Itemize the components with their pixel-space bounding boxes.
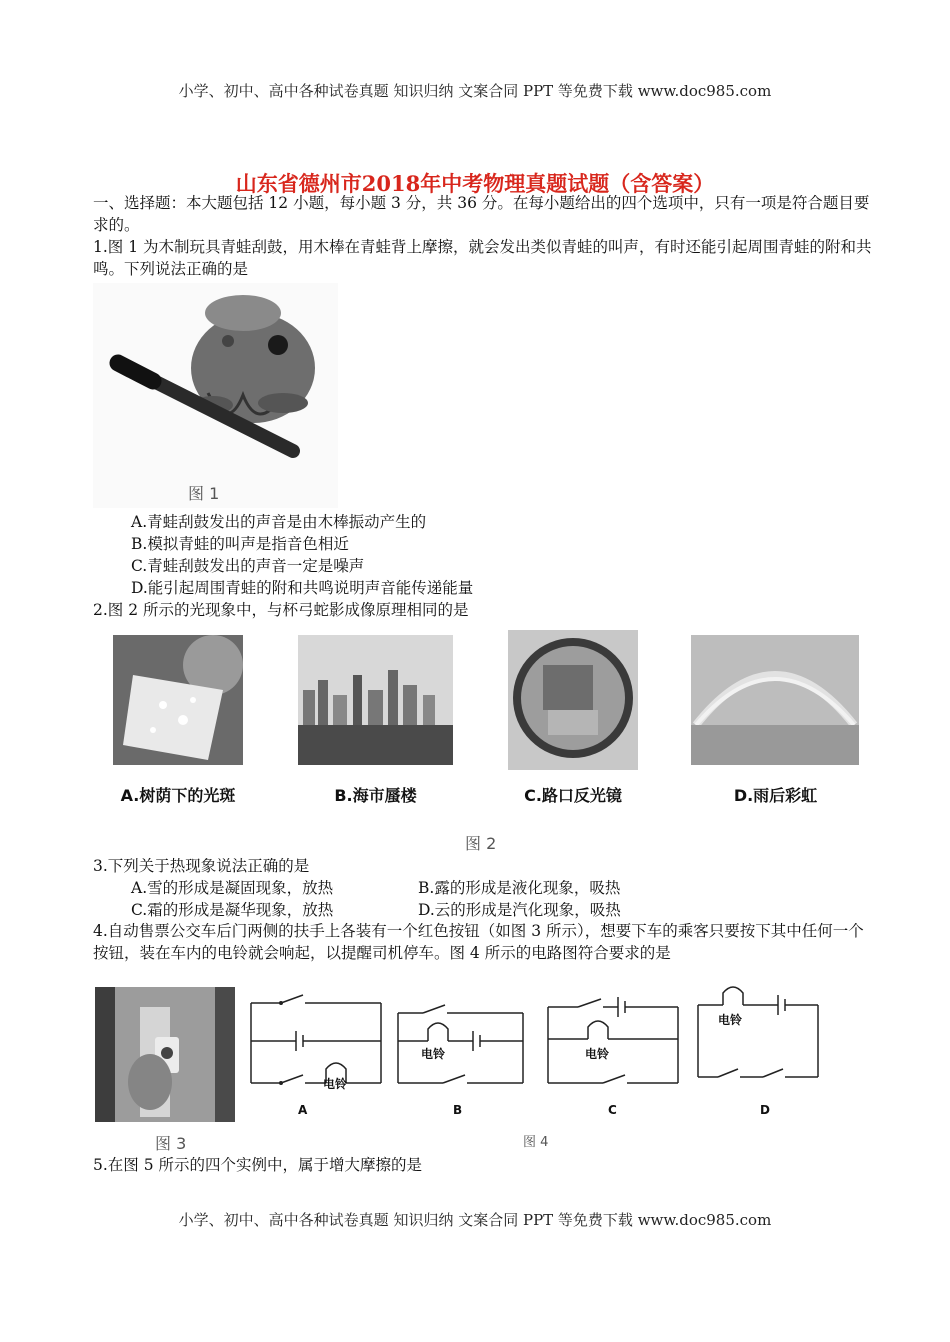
photo-mirage xyxy=(298,635,453,765)
section-intro: 一、选择题：本大题包括 12 小题，每小题 3 分，共 36 分。在每小题给出的四个选项中，只有一项是符合题目要求的。 xyxy=(93,194,870,234)
question-1-option-c: C.青蛙刮鼓发出的声音一定是噪声 xyxy=(131,557,365,575)
circuit-diagram-a xyxy=(241,993,391,1093)
photo-bus-button xyxy=(95,987,235,1122)
circuit-a-label: A xyxy=(298,1103,308,1117)
figure-1-frog-drum xyxy=(93,283,338,508)
circuit-diagram-d xyxy=(693,985,833,1090)
circuit-b-bell-label: 电铃 xyxy=(421,1047,446,1061)
figure-4-label: 图 4 xyxy=(523,1135,549,1150)
question-1-option-b: B.模拟青蛙的叫声是指音色相近 xyxy=(131,535,349,553)
question-3-stem: 3.下列关于热现象说法正确的是 xyxy=(93,857,310,875)
figure-3-label: 图 3 xyxy=(155,1134,187,1153)
photo-rainbow xyxy=(691,635,859,765)
circuit-d-label: D xyxy=(760,1103,770,1117)
circuit-diagram-c xyxy=(543,987,688,1092)
question-1-option-a: A.青蛙刮鼓发出的声音是由木棒振动产生的 xyxy=(131,513,427,531)
question-1-option-d: D.能引起周围青蛙的附和共鸣说明声音能传递能量 xyxy=(131,579,474,597)
page-title: 山东省德州市2018年中考物理真题试题（含答案） xyxy=(235,171,715,196)
caption-option-b: B.海市蜃楼 xyxy=(334,786,417,805)
photo-convex-mirror xyxy=(508,630,638,770)
circuit-diagram-b xyxy=(393,993,533,1093)
figure-1-label: 图 1 xyxy=(188,484,220,503)
circuit-b-label: B xyxy=(453,1103,463,1117)
caption-option-c: C.路口反光镜 xyxy=(524,786,622,805)
caption-option-d: D.雨后彩虹 xyxy=(733,786,818,805)
figure-2-light-phenomena xyxy=(93,625,873,855)
circuit-c-bell-label: 电铃 xyxy=(585,1047,610,1061)
circuit-d-bell-label: 电铃 xyxy=(718,1013,743,1027)
question-3-option-a: A.雪的形成是凝固现象，放热 xyxy=(131,879,334,897)
question-3-option-b: B.露的形成是液化现象，吸热 xyxy=(418,879,621,897)
frog-drum-illustration xyxy=(93,283,338,508)
question-3-option-d: D.云的形成是汽化现象，吸热 xyxy=(418,901,621,919)
question-3-option-c: C.霜的形成是凝华现象，放热 xyxy=(131,901,334,919)
circuit-a-bell-label: 电铃 xyxy=(323,1077,348,1091)
question-1-stem: 1.图 1 为木制玩具青蛙刮鼓，用木棒在青蛙背上摩擦，就会发出类似青蛙的叫声，有时还能引起周围青蛙的附和共鸣。下列说法正确的是 xyxy=(93,238,872,278)
caption-option-a: A.树荫下的光斑 xyxy=(120,786,236,805)
photo-light-spots xyxy=(113,635,243,765)
question-2-stem: 2.图 2 所示的光现象中，与杯弓蛇影成像原理相同的是 xyxy=(93,601,469,619)
circuit-c-label: C xyxy=(608,1103,617,1117)
question-5-stem: 5.在图 5 所示的四个实例中，属于增大摩擦的是 xyxy=(93,1156,423,1174)
question-4-stem: 4.自动售票公交车后门两侧的扶手上各装有一个红色按钮（如图 3 所示），想要下车的乘客只要按下其中任何一个按钮，装在车内的电铃就会响起，以提醒司机停车。图 4 所示的电路图符合要求的是 xyxy=(93,922,864,962)
figure-2-label: 图 2 xyxy=(465,834,497,853)
page-header: 小学、初中、高中各种试卷真题 知识归纳 文案合同 PPT 等免费下载 www.doc985.com xyxy=(178,82,772,100)
page-footer: 小学、初中、高中各种试卷真题 知识归纳 文案合同 PPT 等免费下载 www.doc985.com xyxy=(178,1211,772,1229)
figure-3-4-circuits xyxy=(93,985,873,1153)
